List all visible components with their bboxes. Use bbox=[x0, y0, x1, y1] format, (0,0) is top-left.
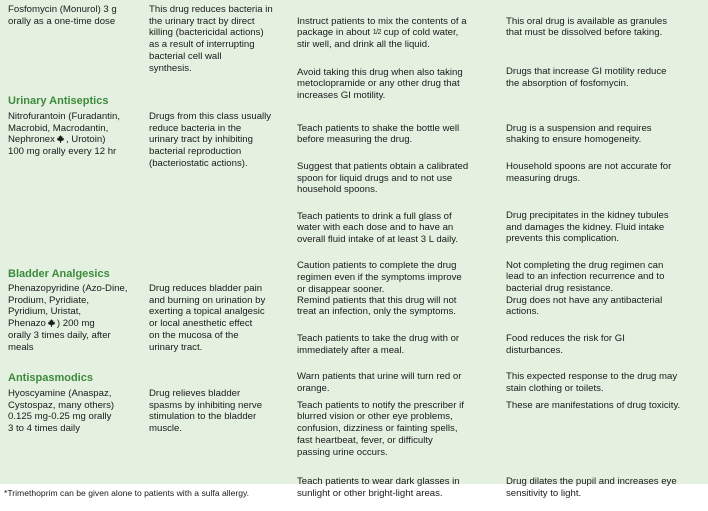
teaching-cell bbox=[297, 4, 497, 113]
drug-cell: Nitrofurantoin (Furadantin, Macrobid, Macrodantin, Nephronex , Urotoin) 100 mg orally every 12 hr bbox=[8, 111, 120, 158]
footnote: *Trimethoprim can be given alone to patients with a sulfa allergy. bbox=[4, 488, 250, 498]
teaching-item: Avoid taking this drug when also taking metoclopramide or any other drug that increases GI motility. bbox=[297, 66, 463, 101]
rationale-item: Food reduces the risk for GI disturbances. bbox=[506, 332, 625, 356]
drug-cell: Hyoscyamine (Anaspaz, Cystospaz, many others) 0.125 mg-0.25 mg orally 3 to 4 times daily bbox=[8, 388, 115, 435]
rationale-item: Household spoons are not accurate for measuring drugs. bbox=[506, 160, 672, 184]
teaching-cell bbox=[297, 111, 497, 307]
action-cell: Drug reduces bladder pain and burning on urination by exerting a topical analgesic or local anesthetic effect on the mucosa of the urinary tract. bbox=[149, 283, 266, 353]
teaching-item: Remind patients that this drug will not treat an infection, only the symptoms. bbox=[297, 294, 457, 318]
teaching-item: Teach patients to notify the prescriber if blurred vision or other eye problems, confusion, dizziness or fainting spells, fast heartbeat, fever, or difficulty passing urine occurs. bbox=[297, 399, 464, 458]
section-title-bladder-analgesics: Bladder Analgesics bbox=[8, 268, 110, 280]
rationale-cell bbox=[506, 4, 702, 101]
teaching-item: Warn patients that urine will turn red or orange. bbox=[297, 370, 462, 394]
half-fraction: 1/2 bbox=[372, 29, 381, 37]
rationale-item: This expected response to the drug may stain clothing or toilets. bbox=[506, 370, 678, 394]
rationale-item: Not completing the drug regimen can lead to an infection recurrence and to bacterial drug resistance. bbox=[506, 259, 665, 295]
rationale-item: Drug is a suspension and requires shaking to ensure homogeneity. bbox=[506, 122, 652, 146]
drug-cell: Phenazopyridine (Azo-Dine, Prodium, Pyridiate, Pyridium, Uristat, Phenazo ) 200 mg orally 3 times daily, after meals bbox=[8, 283, 128, 353]
teaching-cell bbox=[297, 388, 497, 511]
rationale-cell bbox=[506, 111, 702, 307]
rationale-item: Drug precipitates in the kidney tubules and damages the kidney. Fluid intake prevents this complication. bbox=[506, 209, 669, 245]
drug-cell: Fosfomycin (Monurol) 3 g orally as a one-time dose bbox=[8, 4, 117, 27]
teaching-item: Teach patients to wear dark glasses in sunlight or other bright-light areas. bbox=[297, 475, 460, 499]
teaching-item: Teach patients to drink a full glass of water with each dose and to have an overall fluid intake of at least 3 L daily. bbox=[297, 210, 459, 246]
action-cell: This drug reduces bacteria in the urinary tract by direct killing (bactericidal actions) as a result of interrupting bacterial cell wall synthesis. bbox=[149, 4, 273, 74]
rationale-item: This oral drug is available as granules that must be dissolved before taking. bbox=[506, 15, 668, 39]
rationale-item: Drug does not have any antibacterial actions. bbox=[506, 294, 663, 318]
rationale-cell bbox=[506, 388, 702, 511]
rationale-item: These are manifestations of drug toxicity. bbox=[506, 399, 681, 411]
teaching-item: Caution patients to complete the drug regimen even if the symptoms improve or disappear sooner. bbox=[297, 260, 462, 295]
teaching-item: Teach patients to shake the bottle well before measuring the drug. bbox=[297, 122, 460, 146]
action-cell: Drug relieves bladder spasms by inhibiting nerve stimulation to the bladder muscle. bbox=[149, 388, 263, 435]
section-title-urinary-antiseptics: Urinary Antiseptics bbox=[8, 95, 109, 107]
teaching-item: Teach patients to take the drug with or immediately after a meal. bbox=[297, 332, 460, 356]
maple-leaf-icon bbox=[47, 319, 56, 327]
teaching-item: Instruct patients to mix the contents of a package in about 1/2 cup of cold water, stir well, and drink all the liquid. bbox=[297, 15, 467, 51]
action-cell: Drugs from this class usually reduce bacteria in the urinary tract by inhibiting bacterial reproduction (bacteriostatic actions). bbox=[149, 111, 272, 169]
section-title-antispasmodics: Antispasmodics bbox=[8, 372, 93, 384]
teaching-item: Suggest that patients obtain a calibrated spoon for liquid drugs and to not use household spoons. bbox=[297, 160, 469, 196]
rationale-item: Drug dilates the pupil and increases eye sensitivity to light. bbox=[506, 476, 677, 499]
rationale-item: Drugs that increase GI motility reduce the absorption of fosfomycin. bbox=[506, 65, 667, 89]
maple-leaf-icon bbox=[56, 135, 65, 143]
